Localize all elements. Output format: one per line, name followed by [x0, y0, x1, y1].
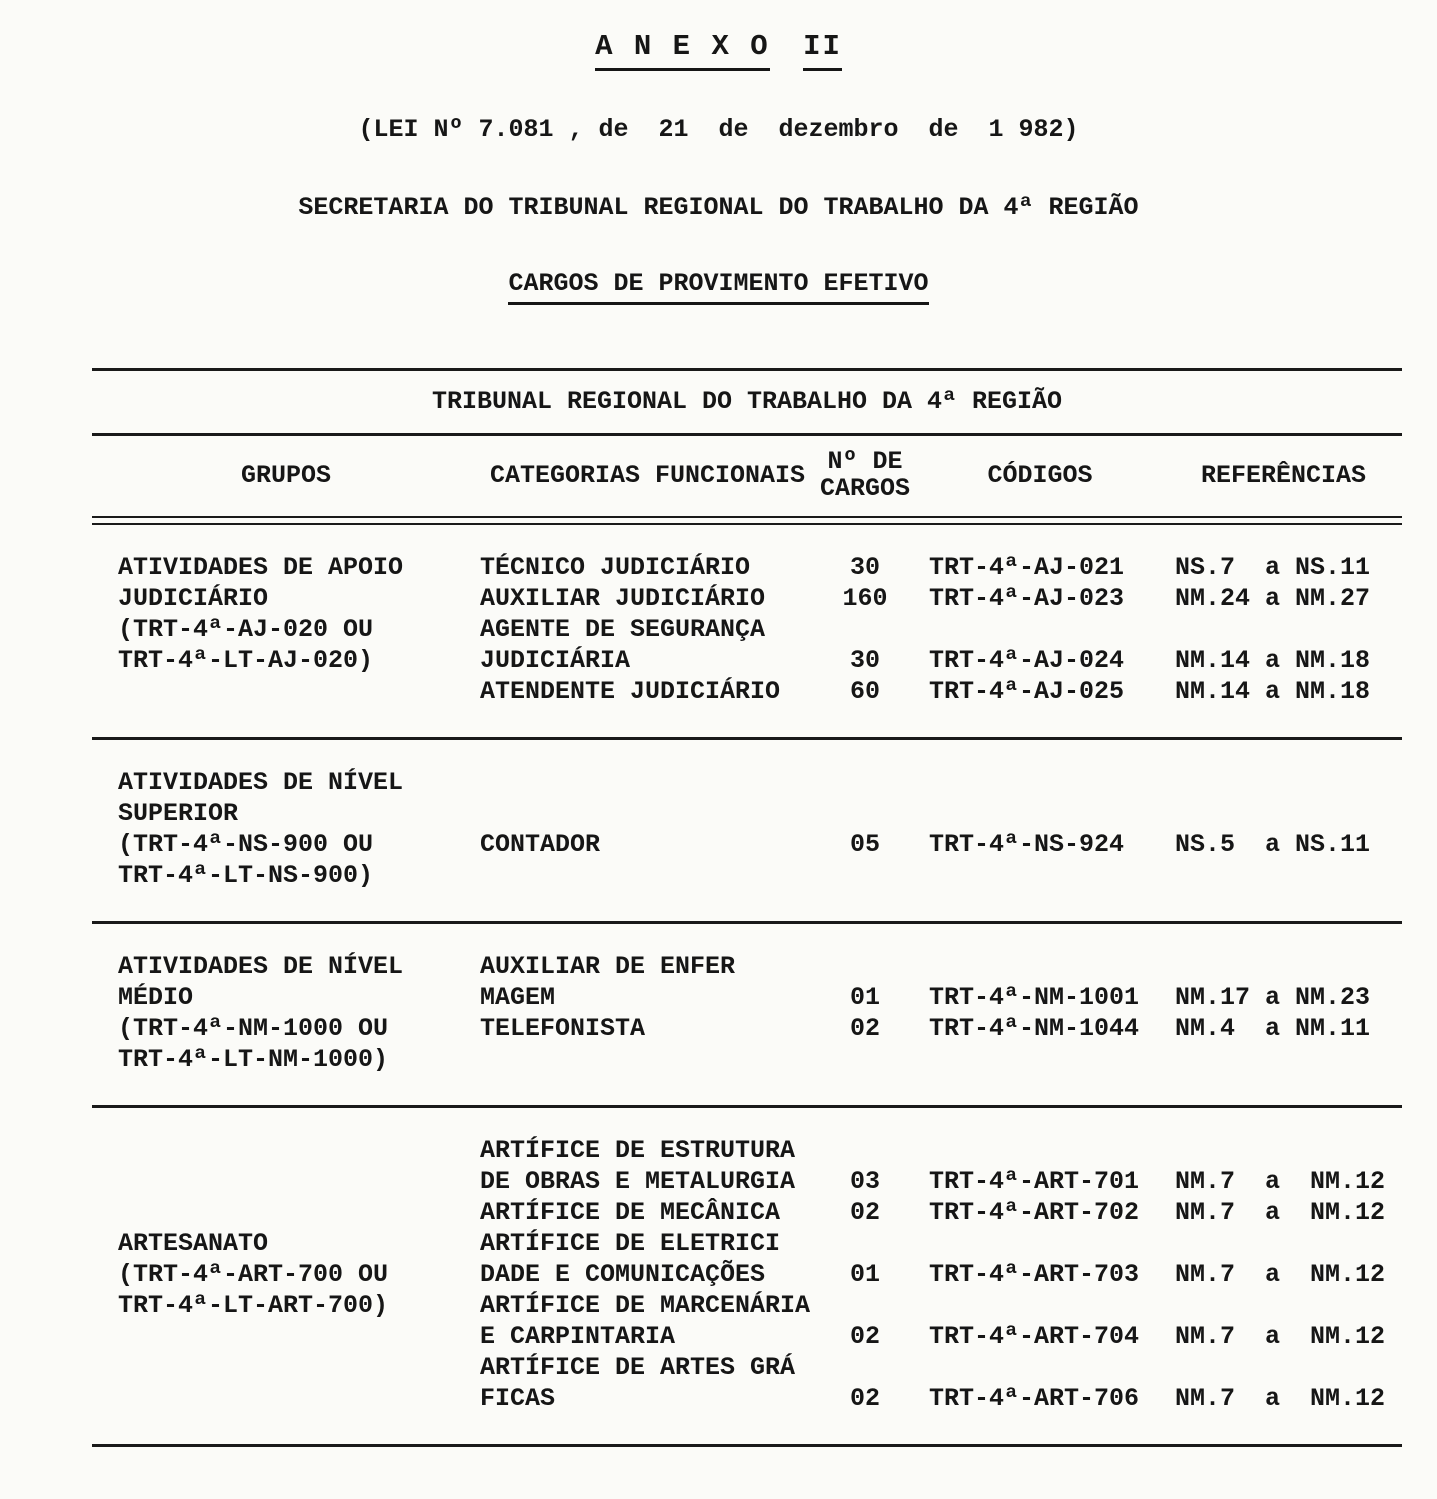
positions-table: [92, 368, 1402, 1447]
referencia-cell: NM.7 a NM.12: [1175, 1322, 1386, 1351]
table-row: [480, 1228, 1402, 1290]
categoria-cell: [480, 583, 815, 614]
grupo-line: TRT-4ª-LT-NM-1000): [118, 1045, 389, 1074]
categoria-cell: [480, 614, 815, 676]
title-number: II: [803, 30, 842, 71]
categoria-line: ARTÍFICE DE ESTRUTURA: [480, 1136, 796, 1165]
grupo-line: TRT-4ª-LT-AJ-020): [118, 646, 374, 675]
table-row: [480, 1197, 1402, 1228]
categoria-cell: [480, 1352, 815, 1414]
categoria-line: FICAS: [480, 1384, 556, 1413]
codigo-cell: TRT-4ª-AJ-025: [929, 677, 1125, 706]
header-bottom-rule: [92, 516, 1402, 525]
table-group-nivel-superior: [92, 740, 1402, 921]
table-row: [480, 614, 1402, 676]
col-header-codigos: CÓDIGOS: [987, 460, 1093, 490]
table-header-row: [92, 436, 1402, 516]
codigo-cell: TRT-4ª-ART-703: [929, 1260, 1140, 1289]
categoria-cell: [480, 676, 815, 707]
categoria-cell: [480, 1228, 815, 1290]
referencia-cell: NM.17 a NM.23: [1175, 983, 1371, 1012]
categoria-cell: [480, 1013, 815, 1044]
referencia-cell: NM.7 a NM.12: [1175, 1198, 1386, 1227]
grupo-line: (TRT-4ª-NM-1000 OU: [118, 1014, 389, 1043]
categoria-line: ARTÍFICE DE MARCENÁRIA: [480, 1291, 811, 1320]
grupo-cell: [92, 951, 480, 1075]
table-group-apoio-judiciario: [92, 525, 1402, 737]
page-title: [0, 30, 1437, 63]
col-header-referencias: REFERÊNCIAS: [1200, 460, 1367, 490]
table-row: [480, 951, 1402, 1013]
codigo-cell: TRT-4ª-ART-702: [929, 1198, 1140, 1227]
codigo-cell: TRT-4ª-ART-706: [929, 1384, 1140, 1413]
cargos-count: 60: [849, 677, 880, 706]
categoria-line: ARTÍFICE DE ELETRICI: [480, 1229, 781, 1258]
title-text: A N E X O: [595, 30, 770, 71]
categoria-cell: [480, 552, 815, 583]
referencia-cell: NS.7 a NS.11: [1175, 553, 1371, 582]
categoria-line: TELEFONISTA: [480, 1014, 646, 1043]
cargos-count: 30: [849, 646, 880, 675]
table-row: [480, 1013, 1402, 1044]
categoria-line: DE OBRAS E METALURGIA: [480, 1167, 796, 1196]
categoria-cell: [480, 829, 815, 860]
codigo-cell: TRT-4ª-AJ-024: [929, 646, 1125, 675]
grupo-line: SUPERIOR: [118, 799, 239, 828]
categoria-line: CONTADOR: [480, 830, 601, 859]
codigo-cell: TRT-4ª-NM-1001: [929, 983, 1140, 1012]
categoria-cell: [480, 1290, 815, 1352]
cargos-count: 30: [849, 553, 880, 582]
referencia-cell: NM.7 a NM.12: [1175, 1260, 1386, 1289]
categoria-line: ARTÍFICE DE ARTES GRÁ: [480, 1353, 796, 1382]
categoria-cell: [480, 1135, 815, 1197]
table-row: [480, 1290, 1402, 1352]
table-row: [480, 676, 1402, 707]
cargos-count: 03: [849, 1167, 880, 1196]
categoria-line: E CARPINTARIA: [480, 1322, 676, 1351]
referencia-cell: NM.24 a NM.27: [1175, 584, 1371, 613]
cargos-count: 01: [849, 1260, 880, 1289]
codigo-cell: TRT-4ª-ART-701: [929, 1167, 1140, 1196]
table-group-nivel-medio: [92, 924, 1402, 1105]
codigo-cell: TRT-4ª-AJ-023: [929, 584, 1125, 613]
categoria-line: ATENDENTE JUDICIÁRIO: [480, 677, 781, 706]
cargos-count: 02: [849, 1198, 880, 1227]
col-header-cargos-line2: CARGOS: [819, 474, 910, 503]
col-header-categorias: CATEGORIAS FUNCIONAIS: [489, 460, 806, 490]
categoria-line: MAGEM: [480, 983, 556, 1012]
grupo-line: ATIVIDADES DE NÍVEL: [118, 768, 404, 797]
categoria-line: AUXILIAR DE ENFER: [480, 952, 736, 981]
group-rows: [480, 767, 1402, 891]
grupo-line: ATIVIDADES DE NÍVEL: [118, 952, 404, 981]
col-header-cargos-line1: Nº DE: [827, 447, 903, 476]
codigo-cell: TRT-4ª-NM-1044: [929, 1014, 1140, 1043]
table-bottom-rule: [92, 1444, 1402, 1447]
grupo-line: TRT-4ª-LT-ART-700): [118, 1291, 389, 1320]
table-row: [480, 829, 1402, 860]
table-row: [480, 583, 1402, 614]
categoria-line: AGENTE DE SEGURANÇA: [480, 615, 766, 644]
categoria-line: DADE E COMUNICAÇÕES: [480, 1260, 766, 1289]
referencia-cell: NM.7 a NM.12: [1175, 1384, 1386, 1413]
cargos-count: 05: [849, 830, 880, 859]
table-group-artesanato: [92, 1108, 1402, 1444]
cargos-count: 01: [849, 983, 880, 1012]
categoria-line: ARTÍFICE DE MECÂNICA: [480, 1198, 781, 1227]
cargos-count: 02: [849, 1322, 880, 1351]
table-row: [480, 1352, 1402, 1414]
categoria-cell: [480, 951, 815, 1013]
table-row: [480, 552, 1402, 583]
grupo-line: ATIVIDADES DE APOIO: [118, 553, 404, 582]
grupo-line: MÉDIO: [118, 983, 194, 1012]
cargos-count: 02: [849, 1384, 880, 1413]
categoria-line: TÉCNICO JUDICIÁRIO: [480, 553, 751, 582]
table-caption: TRIBUNAL REGIONAL DO TRABALHO DA 4ª REGIÃO: [431, 387, 1063, 416]
grupo-cell: [92, 767, 480, 891]
group-rows: [480, 552, 1402, 707]
referencia-cell: NM.14 a NM.18: [1175, 646, 1371, 675]
document-subtitle: [0, 269, 1437, 298]
grupo-line: (TRT-4ª-NS-900 OU: [118, 830, 374, 859]
grupo-cell: [92, 1135, 480, 1414]
col-header-cargos: [815, 448, 915, 502]
grupo-line: (TRT-4ª-AJ-020 OU: [118, 615, 374, 644]
categoria-line: AUXILIAR JUDICIÁRIO: [480, 584, 766, 613]
table-row: [480, 1135, 1402, 1197]
categoria-line: JUDICIÁRIA: [480, 646, 631, 675]
cargos-count: 160: [842, 584, 888, 613]
codigo-cell: TRT-4ª-ART-704: [929, 1322, 1140, 1351]
referencia-cell: NM.4 a NM.11: [1175, 1014, 1371, 1043]
cargos-count: 02: [849, 1014, 880, 1043]
grupo-line: TRT-4ª-LT-NS-900): [118, 861, 374, 890]
col-header-grupos: GRUPOS: [240, 460, 331, 490]
codigo-cell: TRT-4ª-NS-924: [929, 830, 1125, 859]
grupo-line: JUDICIÁRIO: [118, 584, 269, 613]
grupo-line: (TRT-4ª-ART-700 OU: [118, 1260, 389, 1289]
codigo-cell: TRT-4ª-AJ-021: [929, 553, 1125, 582]
secretariat-line: SECRETARIA DO TRIBUNAL REGIONAL DO TRABALHO DA 4ª REGIÃO: [298, 193, 1139, 222]
group-rows: [480, 1135, 1402, 1414]
grupo-cell: [92, 552, 480, 707]
grupo-line: ARTESANATO: [118, 1229, 269, 1258]
referencia-cell: NM.7 a NM.12: [1175, 1167, 1386, 1196]
subtitle-text: CARGOS DE PROVIMENTO EFETIVO: [508, 269, 928, 305]
referencia-cell: NM.14 a NM.18: [1175, 677, 1371, 706]
categoria-cell: [480, 1197, 815, 1228]
law-reference: (LEI Nº 7.081 , de 21 de dezembro de 1 982): [358, 115, 1079, 144]
group-rows: [480, 951, 1402, 1075]
referencia-cell: NS.5 a NS.11: [1175, 830, 1371, 859]
